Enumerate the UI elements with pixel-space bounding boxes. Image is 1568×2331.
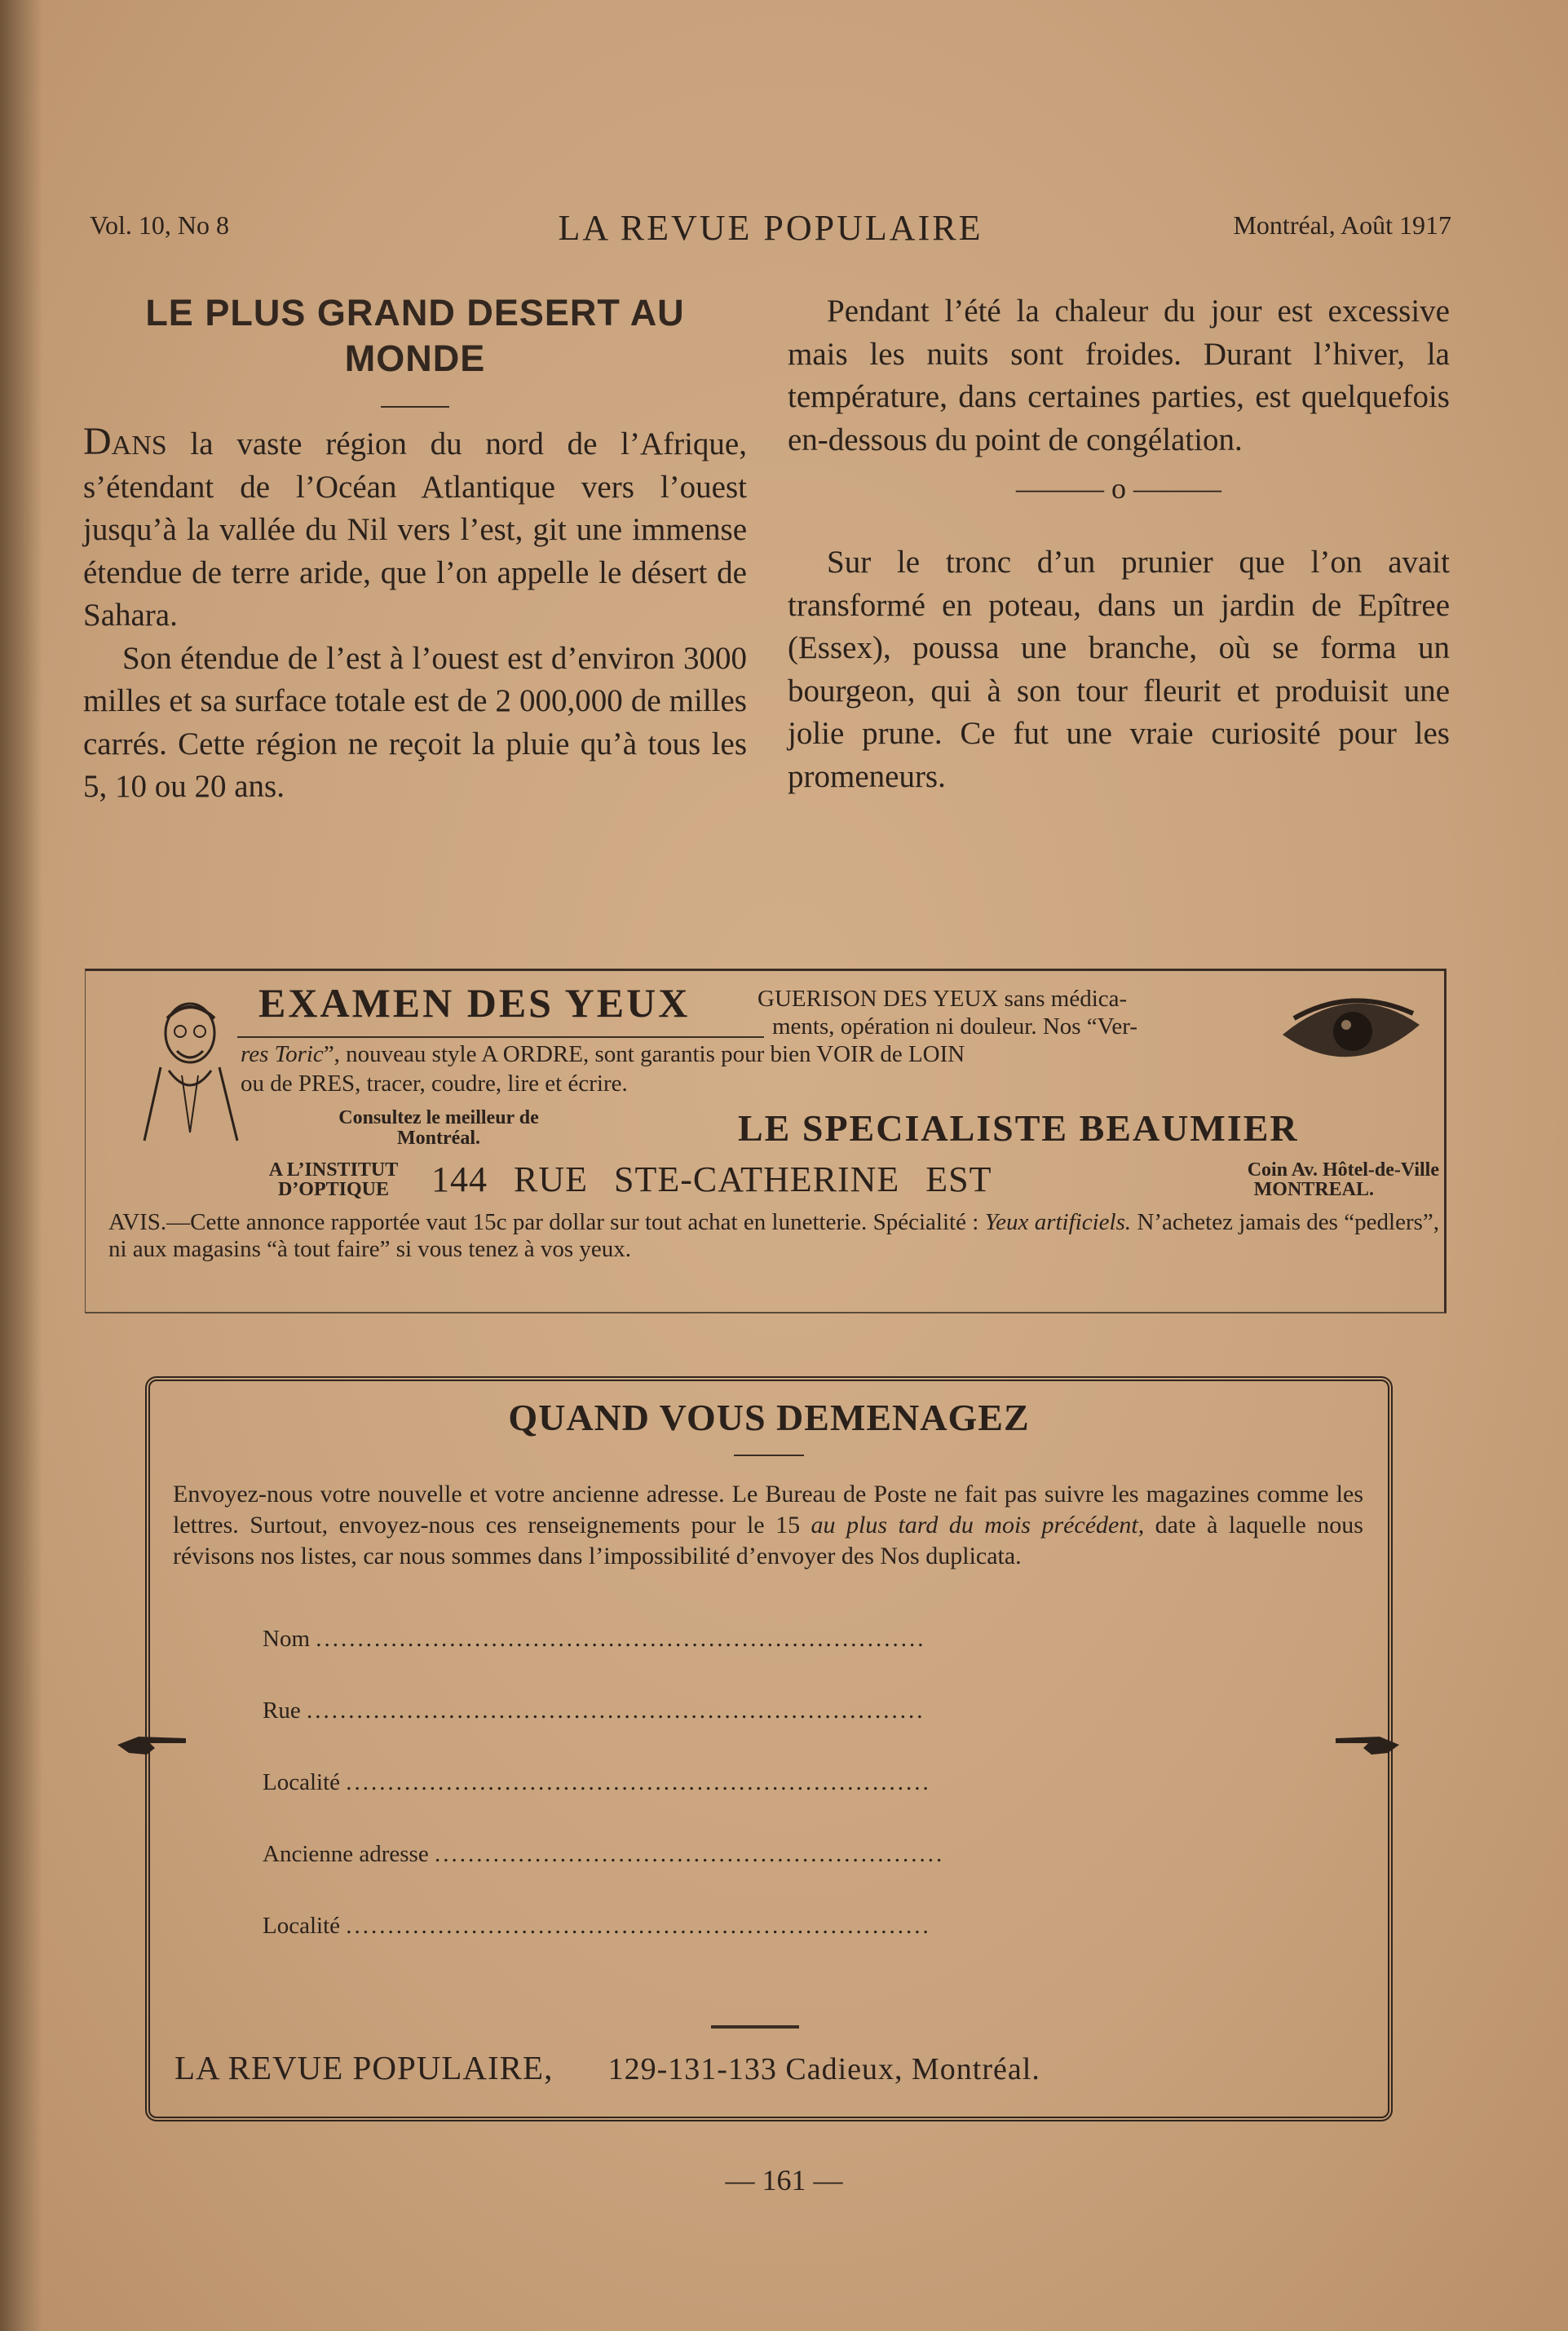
consult-note <box>296 1108 581 1149</box>
toric-lenses: res Toric <box>241 1041 324 1067</box>
form-field-rue[interactable] <box>263 1697 925 1724</box>
pointing-hand-left-icon <box>114 1728 192 1761</box>
optician-portrait-illustration <box>136 986 247 1149</box>
form-footer <box>174 2048 1040 2087</box>
instructions-part-2: date à laquelle nous révisons nos listes, car nous sommes dans l’impossibilité d’envoyer des Nos duplicata. <box>173 1512 1363 1569</box>
form-footer-rule <box>711 2025 799 2029</box>
instructions-deadline: au plus tard du mois précédent, <box>811 1512 1145 1539</box>
fill-line: ...................................................................... <box>346 1769 931 1795</box>
footer-publication: LA REVUE POPULAIRE, <box>174 2049 554 2086</box>
fill-line: ...................................................................... <box>346 1913 931 1939</box>
consult-line-2: Montréal. <box>397 1128 480 1149</box>
fill-line: .......................................................................... <box>306 1697 925 1724</box>
article-title <box>83 290 747 382</box>
article-desert <box>83 290 747 809</box>
paragraph-3: Pendant l’été la chaleur du jour est excessive mais les nuits sont froides. Durant l’hiver, la température, dans certaines parties, est quelquefois en-dessous du point de congélation. <box>788 294 1450 457</box>
form-field-localite[interactable] <box>263 1769 931 1796</box>
article-plum <box>788 541 1450 798</box>
corner-label <box>1137 1160 1439 1199</box>
institute-line-1: A L’INSTITUT <box>268 1159 399 1181</box>
institute-line-2: D’OPTIQUE <box>277 1179 389 1200</box>
ad-cure-line: GUERISON DES YEUX sans médica- <box>757 986 1128 1012</box>
form-title: QUAND VOUS DEMENAGEZ <box>508 1397 1030 1438</box>
fill-line: ......................................................................... <box>316 1626 926 1652</box>
corner-line-1: Coin Av. Hôtel-de-Ville <box>1247 1159 1439 1181</box>
notice-text-2: N’achetez jamais des “pedlers”, ni aux magasins “à tout faire” si vous tenez à vos yeux. <box>108 1209 1440 1262</box>
pointing-hand-right-icon <box>1332 1728 1402 1761</box>
field-label: Rue <box>263 1697 301 1724</box>
consult-line-1: Consultez le meilleur de <box>338 1107 539 1128</box>
specialist-name: LE SPECIALISTE BEAUMIER <box>738 1107 1299 1149</box>
ad-text-line-4: ou de PRES, tracer, coudre, lire et écrire. <box>241 1071 628 1097</box>
dateline: Montréal, Août 1917 <box>1233 210 1451 240</box>
field-label: Ancienne adresse <box>263 1841 429 1867</box>
paragraph-1-text: la vaste région du nord de l’Afrique, s’étendant de l’Océan Atlantique vers l’ouest jusqu’à la vallée du Nil vers l’est, git une immense étendue de terre aride, que l’on appelle le désert de Sahara. <box>83 426 747 633</box>
ad-headline: EXAMEN DES YEUX <box>258 980 691 1026</box>
drop-cap-word: Dans <box>83 420 167 463</box>
article-title-line-2: MONDE <box>344 338 486 379</box>
institute-label <box>236 1160 431 1199</box>
notice-text-1: AVIS.—Cette annonce rapportée vaut 15c par dollar sur tout achat en lunetterie. Spécialité : <box>108 1209 979 1235</box>
ad-text-line-3-rest: ”, nouveau style A ORDRE, sont garantis pour bien VOIR de LOIN <box>323 1041 965 1067</box>
section-divider: ——— o ——— <box>1016 472 1221 505</box>
footer-address: 129-131-133 Cadieux, Montréal. <box>607 2052 1040 2086</box>
volume-number: Vol. 10, No 8 <box>90 210 229 240</box>
eye-illustration <box>1278 986 1424 1075</box>
article-title-line-1: LE PLUS GRAND DESERT AU <box>145 292 685 333</box>
desert-continuation <box>788 290 1450 461</box>
article-body <box>83 421 747 809</box>
book-spine-shadow <box>0 0 42 2331</box>
instructions-part-1: Envoyez-nous votre nouvelle et votre ancienne adresse. Le Bureau de Poste ne fait pas suivre les magazines comme les lettres. Surtout, envoyez-nous ces renseignements pour le 15 <box>173 1481 1363 1539</box>
form-field-localite-ancienne[interactable] <box>263 1913 931 1940</box>
field-label: Localité <box>263 1769 341 1795</box>
form-instructions <box>173 1479 1363 1572</box>
title-rule <box>381 406 449 408</box>
paragraph-2: Son étendue de l’est à l’ouest est d’environ 3000 milles et sa surface totale est de 2 000,000 de milles carrés. Cette région ne reçoit la pluie qu’à tous les 5, 10 ou 20 ans. <box>83 640 747 804</box>
field-label: Localité <box>263 1913 341 1939</box>
field-label: Nom <box>263 1626 310 1652</box>
ad-headline-rule <box>237 1036 764 1038</box>
publication-title: LA REVUE POPULAIRE <box>558 208 983 248</box>
form-field-ancienne-adresse[interactable] <box>263 1841 944 1868</box>
form-title-rule <box>734 1455 804 1456</box>
eye-exam-advertisement <box>85 969 1447 1313</box>
ad-notice <box>108 1209 1439 1263</box>
ad-text-line-3 <box>241 1041 965 1068</box>
fill-line: ............................................................. <box>434 1841 945 1867</box>
ad-text-line-2: ments, opération ni douleur. Nos “Ver- <box>772 1013 1138 1040</box>
notice-artificial-eyes: Yeux artificiels. <box>984 1209 1132 1235</box>
page-number: — 161 — <box>725 2164 843 2196</box>
running-header <box>90 210 1451 251</box>
shop-address: 144 RUE STE-CATHERINE EST <box>431 1159 992 1199</box>
change-of-address-form <box>145 1376 1393 2121</box>
corner-line-2: MONTREAL. <box>1253 1179 1374 1200</box>
article-column-right <box>788 290 1450 798</box>
form-field-nom[interactable] <box>263 1626 926 1653</box>
paragraph-1 <box>83 421 747 638</box>
plum-paragraph: Sur le tronc d’un prunier que l’on avait transformé en poteau, dans un jardin de Epîtree (Essex), poussa une branche, où se forma un bourgeon, qui à son tour fleurit et produisit une jolie prune. Ce fut une vraie curiosité pour les promeneurs. <box>788 545 1450 794</box>
